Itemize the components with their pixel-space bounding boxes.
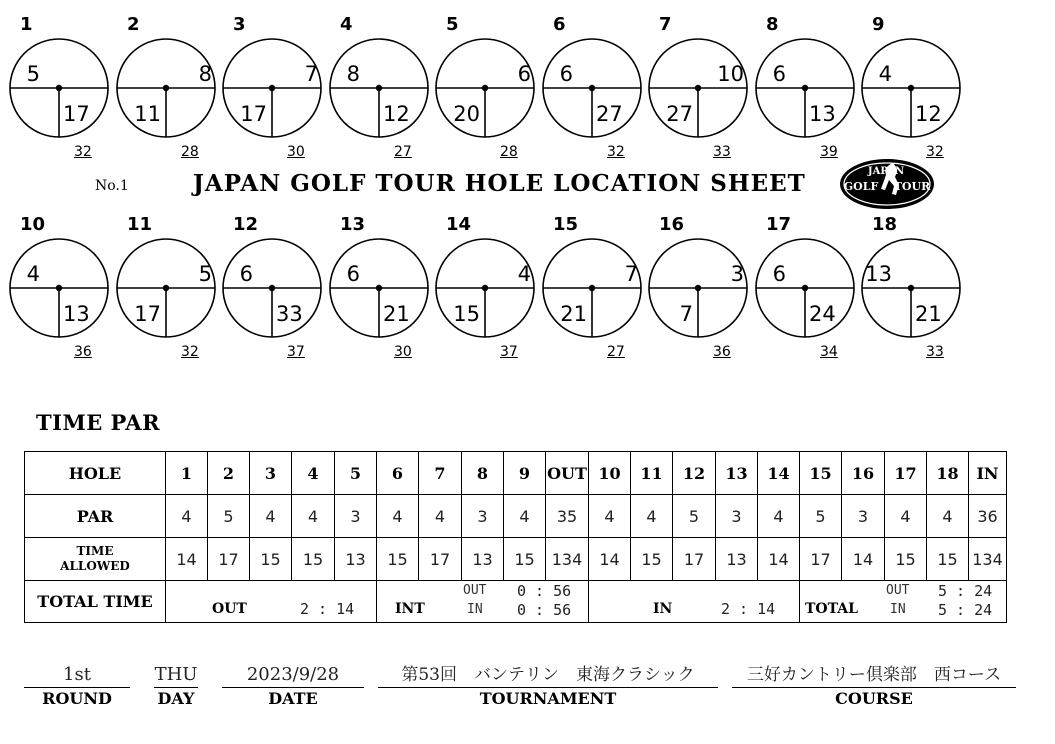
pin-dot — [695, 85, 701, 91]
pin-right-offset: 10 — [717, 62, 744, 86]
hole-number: 5 — [446, 14, 459, 35]
total-in-label: IN — [653, 601, 673, 617]
pin-right-depth: 13 — [809, 102, 836, 126]
hole-diagram-8 — [756, 16, 856, 166]
day-value: THU — [154, 663, 198, 688]
hole-number: 16 — [659, 214, 685, 235]
hole-diagram-2 — [117, 16, 217, 166]
total-out-sub-label: OUT — [886, 583, 910, 598]
total-time-int-cell — [377, 581, 589, 623]
green-depth: 27 — [607, 344, 625, 360]
time-cell-5: 13 — [335, 538, 377, 581]
course-field — [732, 663, 1016, 708]
round-field — [24, 663, 130, 708]
time-cell-15: 17 — [800, 538, 842, 581]
hole-diagram-3 — [223, 16, 323, 166]
pin-left-offset: 6 — [559, 62, 573, 86]
par-cell-3: 4 — [250, 495, 292, 538]
course-value: 三好カントリー倶楽部 西コース — [732, 663, 1016, 688]
time-cell-in: 134 — [969, 538, 1007, 581]
pin-right-depth: 21 — [915, 302, 942, 326]
time-cell-14: 14 — [758, 538, 800, 581]
round-value: 1st — [24, 663, 130, 688]
green-depth: 36 — [713, 344, 731, 360]
time-cell-3: 15 — [250, 538, 292, 581]
hole-number: 17 — [766, 214, 792, 235]
hole-diagram-4 — [330, 16, 430, 166]
hole-number: 14 — [446, 214, 472, 235]
int-in-label: IN — [467, 602, 483, 617]
green-depth: 32 — [74, 144, 92, 160]
total-in-sub-label: IN — [890, 602, 906, 617]
hole-number: 11 — [127, 214, 153, 235]
time-par-table — [24, 451, 1007, 623]
par-cell-17: 4 — [885, 495, 927, 538]
hole-number: 13 — [340, 214, 366, 235]
pin-dot — [56, 85, 62, 91]
hole-diagram-17 — [756, 216, 856, 366]
green-depth: 27 — [394, 144, 412, 160]
hole-header-12: 12 — [673, 452, 716, 495]
pin-right-depth: 21 — [383, 302, 410, 326]
date-field — [222, 663, 364, 708]
pin-dot — [163, 85, 169, 91]
time-cell-17: 15 — [885, 538, 927, 581]
total-out-label: OUT — [212, 601, 247, 617]
par-cell-5: 3 — [335, 495, 377, 538]
green-depth: 37 — [287, 344, 305, 360]
pin-right-depth: 24 — [809, 302, 836, 326]
green-depth: 30 — [287, 144, 305, 160]
pin-dot — [589, 285, 595, 291]
par-cell-in: 36 — [969, 495, 1007, 538]
pin-left-offset: 6 — [772, 62, 786, 86]
hole-diagram-1 — [10, 16, 110, 166]
pin-right-depth: 13 — [63, 302, 90, 326]
pin-dot — [56, 285, 62, 291]
par-cell-9: 4 — [504, 495, 546, 538]
pin-dot — [163, 285, 169, 291]
hole-header-1: 1 — [166, 452, 208, 495]
hole-number: 10 — [20, 214, 46, 235]
hole-header-9: 9 — [504, 452, 546, 495]
hole-row-label: HOLE — [25, 452, 166, 495]
hole-header-3: 3 — [250, 452, 292, 495]
pin-dot — [589, 85, 595, 91]
hole-header-7: 7 — [419, 452, 462, 495]
par-cell-12: 5 — [673, 495, 716, 538]
green-diagram — [10, 216, 110, 346]
hole-diagram-18 — [862, 216, 962, 366]
hole-diagram-15 — [543, 216, 643, 366]
green-diagram — [330, 16, 430, 146]
hole-header-in: IN — [969, 452, 1007, 495]
par-cell-14: 4 — [758, 495, 800, 538]
hole-header-5: 5 — [335, 452, 377, 495]
pin-right-offset: 5 — [198, 262, 212, 286]
total-in-value: 2 : 14 — [721, 600, 776, 618]
green-depth: 32 — [607, 144, 625, 160]
par-cell-10: 4 — [589, 495, 631, 538]
hole-diagram-13 — [330, 216, 430, 366]
time-allowed-row — [25, 538, 1007, 581]
green-depth: 32 — [181, 344, 199, 360]
pin-left-depth: 20 — [453, 102, 480, 126]
hole-header-6: 6 — [377, 452, 419, 495]
par-cell-4: 4 — [292, 495, 335, 538]
time-cell-4: 15 — [292, 538, 335, 581]
hole-header-13: 13 — [716, 452, 758, 495]
int-in-value: 0 : 56 — [517, 601, 572, 619]
total-time-label: TOTAL TIME — [25, 581, 166, 623]
par-cell-6: 4 — [377, 495, 419, 538]
pin-dot — [802, 285, 808, 291]
pin-left-offset: 6 — [239, 262, 253, 286]
pin-right-depth: 12 — [383, 102, 410, 126]
hole-row — [25, 452, 1007, 495]
green-depth: 33 — [926, 344, 944, 360]
time-cell-out: 134 — [546, 538, 589, 581]
par-cell-8: 3 — [462, 495, 504, 538]
green-diagram — [756, 216, 856, 346]
tournament-field — [378, 663, 718, 708]
time-cell-1: 14 — [166, 538, 208, 581]
hole-diagram-9 — [862, 16, 962, 166]
green-depth: 39 — [820, 144, 838, 160]
pin-dot — [376, 85, 382, 91]
par-cell-13: 3 — [716, 495, 758, 538]
time-cell-10: 14 — [589, 538, 631, 581]
pin-left-offset: 5 — [26, 62, 40, 86]
par-cell-11: 4 — [631, 495, 673, 538]
total-time-in-cell — [589, 581, 800, 623]
par-cell-15: 5 — [800, 495, 842, 538]
hole-number: 4 — [340, 14, 353, 35]
time-label-line1: TIME — [76, 544, 114, 558]
course-label: COURSE — [835, 689, 913, 708]
pin-left-offset: 4 — [26, 262, 40, 286]
time-cell-11: 15 — [631, 538, 673, 581]
pin-right-offset: 8 — [198, 62, 212, 86]
total-time-out-cell — [166, 581, 377, 623]
hole-header-4: 4 — [292, 452, 335, 495]
pin-right-depth: 33 — [276, 302, 303, 326]
pin-dot — [695, 285, 701, 291]
green-depth: 30 — [394, 344, 412, 360]
par-cell-7: 4 — [419, 495, 462, 538]
pin-dot — [482, 285, 488, 291]
hole-header-16: 16 — [842, 452, 885, 495]
green-depth: 33 — [713, 144, 731, 160]
hole-number: 9 — [872, 14, 885, 35]
time-cell-6: 15 — [377, 538, 419, 581]
pin-right-offset: 3 — [730, 262, 744, 286]
pin-right-offset: 6 — [517, 62, 531, 86]
logo-text-tour: TOUR — [893, 180, 931, 193]
total-out-sub-value: 5 : 24 — [938, 582, 993, 600]
total-in-sub-value: 5 : 24 — [938, 601, 993, 619]
pin-right-offset: 7 — [304, 62, 318, 86]
par-row-label: PAR — [25, 495, 166, 538]
pin-left-depth: 17 — [240, 102, 267, 126]
date-label: DATE — [268, 689, 318, 708]
hole-header-17: 17 — [885, 452, 927, 495]
hole-diagram-7 — [649, 16, 749, 166]
hole-diagram-14 — [436, 216, 536, 366]
hole-number: 7 — [659, 14, 672, 35]
pin-dot — [908, 85, 914, 91]
round-label: ROUND — [42, 689, 112, 708]
sheet-number: No.1 — [95, 178, 129, 194]
pin-left-depth: 15 — [453, 302, 480, 326]
pin-left-depth: 21 — [560, 302, 587, 326]
pin-right-depth: 12 — [915, 102, 942, 126]
par-cell-16: 3 — [842, 495, 885, 538]
hole-header-15: 15 — [800, 452, 842, 495]
green-depth: 28 — [181, 144, 199, 160]
time-cell-9: 15 — [504, 538, 546, 581]
green-diagram — [223, 216, 323, 346]
pin-right-offset: 4 — [517, 262, 531, 286]
pin-left-depth: 11 — [134, 102, 161, 126]
green-depth: 37 — [500, 344, 518, 360]
day-label: DAY — [157, 689, 195, 708]
par-cell-18: 4 — [927, 495, 969, 538]
pin-dot — [269, 285, 275, 291]
hole-header-14: 14 — [758, 452, 800, 495]
pin-dot — [908, 285, 914, 291]
hole-header-10: 10 — [589, 452, 631, 495]
pin-right-depth: 27 — [596, 102, 623, 126]
pin-left-offset: 8 — [346, 62, 360, 86]
hole-number: 3 — [233, 14, 246, 35]
hole-header-11: 11 — [631, 452, 673, 495]
hole-diagram-12 — [223, 216, 323, 366]
pin-right-depth: 17 — [63, 102, 90, 126]
time-cell-12: 17 — [673, 538, 716, 581]
total-time-row — [25, 581, 1007, 623]
hole-diagram-11 — [117, 216, 217, 366]
time-label-line2: ALLOWED — [60, 559, 130, 573]
int-out-label: OUT — [463, 583, 487, 598]
hole-number: 12 — [233, 214, 259, 235]
hole-header-18: 18 — [927, 452, 969, 495]
hole-diagram-6 — [543, 16, 643, 166]
pin-left-depth: 7 — [679, 302, 693, 326]
green-diagram — [10, 16, 110, 146]
pin-dot — [482, 85, 488, 91]
green-depth: 34 — [820, 344, 838, 360]
pin-left-depth: 27 — [666, 102, 693, 126]
par-cell-out: 35 — [546, 495, 589, 538]
pin-dot — [269, 85, 275, 91]
time-cell-16: 14 — [842, 538, 885, 581]
hole-header-8: 8 — [462, 452, 504, 495]
pin-right-offset: 7 — [624, 262, 638, 286]
logo-text-golf: GOLF — [843, 180, 879, 193]
par-cell-1: 4 — [166, 495, 208, 538]
green-diagram — [543, 16, 643, 146]
total-time-total-cell — [800, 581, 1007, 623]
green-diagram — [756, 16, 856, 146]
sheet-title: JAPAN GOLF TOUR HOLE LOCATION SHEET — [193, 170, 806, 197]
green-depth: 32 — [926, 144, 944, 160]
hole-header-out: OUT — [546, 452, 589, 495]
logo-text-japan: JAPAN — [867, 166, 905, 177]
par-cell-2: 5 — [208, 495, 250, 538]
pin-left-offset: 6 — [346, 262, 360, 286]
pin-dot — [376, 285, 382, 291]
hole-number: 15 — [553, 214, 579, 235]
total-label: TOTAL — [805, 601, 858, 617]
hole-number: 1 — [20, 14, 33, 35]
time-par-title: TIME PAR — [36, 410, 161, 435]
hole-header-2: 2 — [208, 452, 250, 495]
par-row — [25, 495, 1007, 538]
pin-dot — [802, 85, 808, 91]
hole-diagram-10 — [10, 216, 110, 366]
hole-number: 8 — [766, 14, 779, 35]
pin-left-offset: 4 — [878, 62, 892, 86]
hole-number: 2 — [127, 14, 140, 35]
int-label: INT — [395, 601, 425, 617]
time-cell-7: 17 — [419, 538, 462, 581]
green-depth: 28 — [500, 144, 518, 160]
pin-left-depth: 17 — [134, 302, 161, 326]
int-out-value: 0 : 56 — [517, 582, 572, 600]
pin-left-offset: 6 — [772, 262, 786, 286]
time-cell-13: 13 — [716, 538, 758, 581]
pin-left-offset: 13 — [865, 262, 892, 286]
hole-number: 18 — [872, 214, 898, 235]
date-value: 2023/9/28 — [222, 663, 364, 688]
green-diagram — [862, 16, 962, 146]
hole-number: 6 — [553, 14, 566, 35]
tournament-label: TOURNAMENT — [479, 689, 617, 708]
green-depth: 36 — [74, 344, 92, 360]
hole-diagram-5 — [436, 16, 536, 166]
green-diagram — [330, 216, 430, 346]
tournament-value: 第53回 バンテリン 東海クラシック — [378, 663, 718, 688]
hole-diagram-16 — [649, 216, 749, 366]
time-cell-8: 13 — [462, 538, 504, 581]
time-cell-2: 17 — [208, 538, 250, 581]
time-cell-18: 15 — [927, 538, 969, 581]
total-out-value: 2 : 14 — [300, 600, 355, 618]
day-field — [154, 663, 198, 708]
time-allowed-label — [25, 538, 166, 581]
